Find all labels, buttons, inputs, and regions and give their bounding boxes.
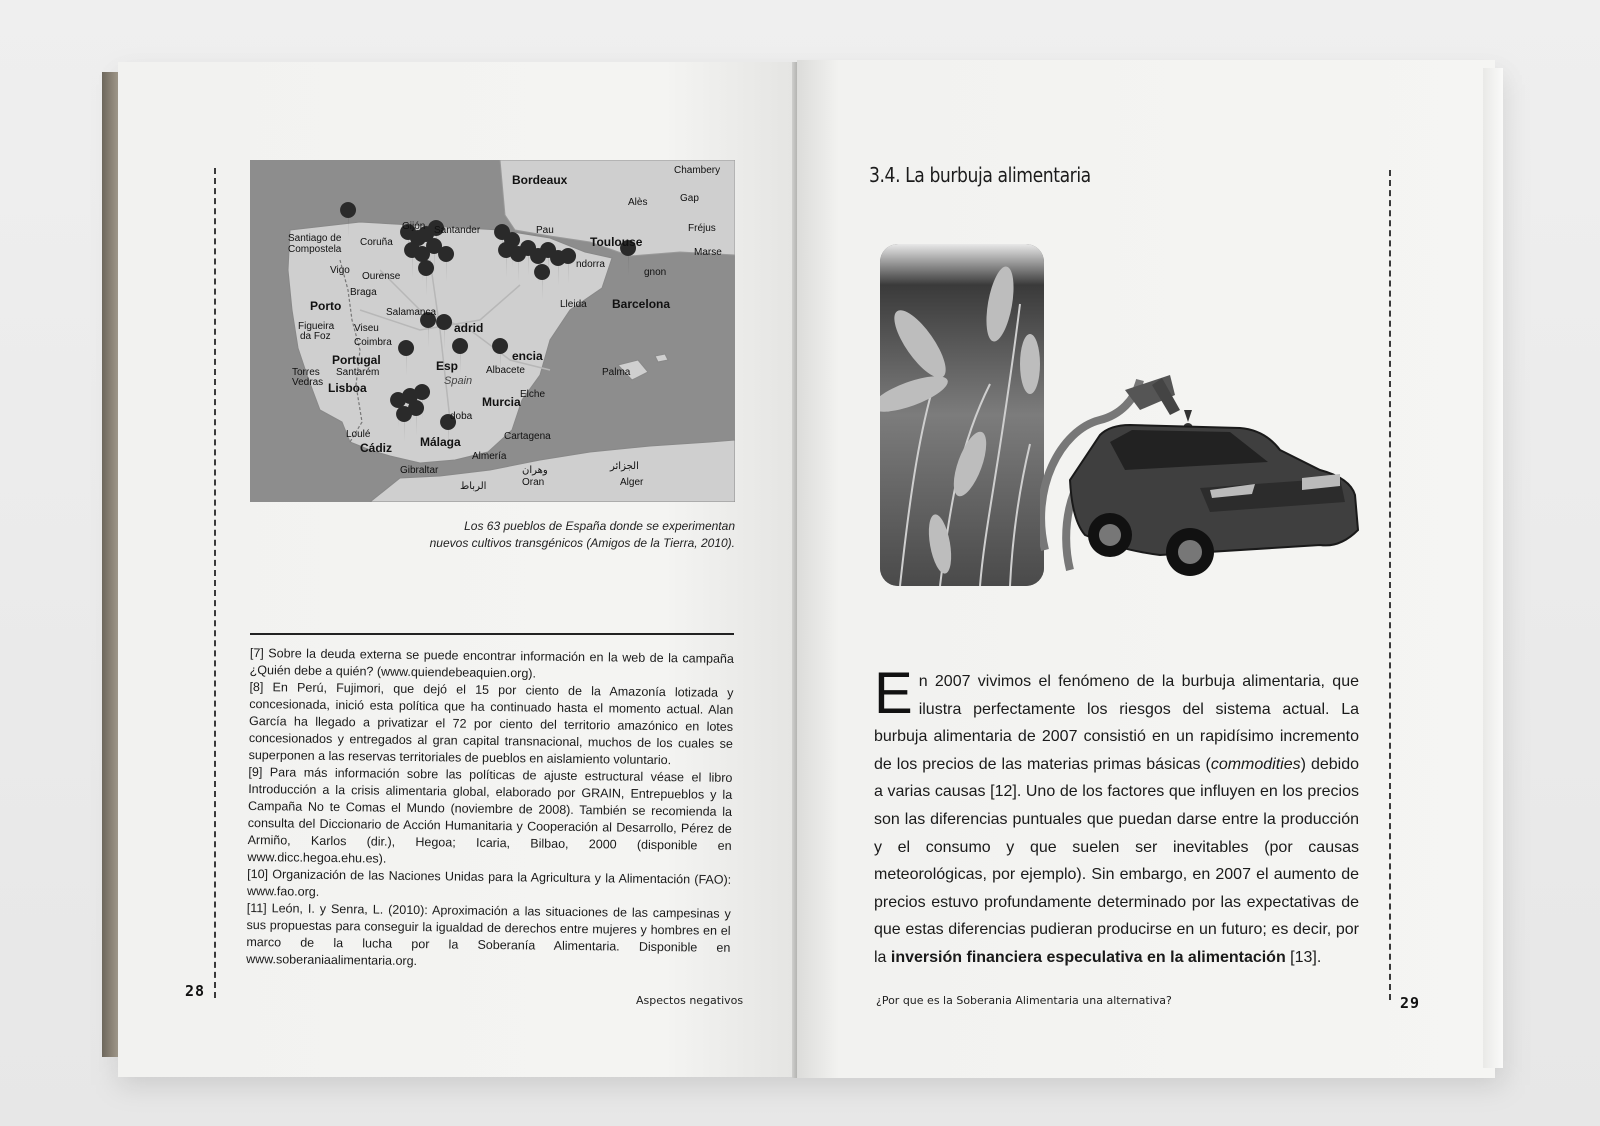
map-label-albacete: Albacete: [486, 365, 525, 376]
map-label-madrid: adrid: [454, 321, 484, 335]
map-label-viseu: Viseu: [354, 323, 379, 334]
map-label-compostela: Compostela: [288, 244, 342, 255]
map-label-palma: Palma: [602, 367, 631, 378]
map-label-elche: Elche: [520, 389, 546, 400]
footnote-7: [7] Sobre la deuda externa se puede encontrar información en la web de la campaña ¿Quién debe a quién? (www.quiendebeaquien.org).: [249, 645, 734, 681]
map-label-santiago: Santiago de: [288, 233, 342, 244]
map-label-lleida: Lleida: [560, 299, 587, 310]
body-italic-commodities: commodities: [1210, 755, 1301, 773]
map-label-ourense: Ourense: [362, 271, 401, 282]
footnote-11: [11] León, I. y Senra, L. (2010): Aproximación a las situaciones de las campesinas y sus propuestas para conseguir la igualdad de derechos entre mujeres y hombres en el marco de la lucha por la Soberanía Alimentaria. Disponible en www.soberaniaalimentaria.org.: [246, 900, 731, 969]
right-page-edge: [1483, 68, 1503, 1068]
body-bold-phrase: inversión financiera especulativa en la alimentación: [890, 948, 1286, 966]
map-label-bordeaux: Bordeaux: [512, 173, 568, 187]
page-number-left: 28: [185, 982, 206, 1000]
map-caption: [400, 518, 735, 552]
body-text: [874, 661, 1359, 972]
map-label-pau: Pau: [536, 225, 554, 236]
map-label-lisboa: Lisboa: [328, 381, 367, 395]
body-paragraph: [874, 661, 1359, 972]
map-label-braga: Braga: [350, 287, 377, 298]
right-dashed-margin-line: [1389, 170, 1391, 1000]
map-label-gijon: Gijón: [402, 221, 426, 232]
map-label-dafoz: da Foz: [300, 331, 331, 342]
map-label-santander: Santander: [434, 225, 481, 236]
map-label-ales: Alès: [628, 197, 648, 208]
spain-gmo-map: [250, 160, 735, 502]
left-dashed-margin-line: [214, 168, 216, 998]
footnotes: [246, 645, 734, 974]
map-label-arabic-alger: الجزائر: [610, 461, 639, 472]
map-label-cordoba: doba: [450, 411, 473, 422]
wheat-photo: [880, 244, 1044, 586]
map-label-murcia: Murcia: [482, 395, 521, 409]
map-label-toulouse: Toulouse: [590, 235, 643, 249]
map-label-espana: Esp: [436, 359, 459, 373]
car-icon: [1040, 370, 1370, 590]
footnote-9: [9] Para más información sobre las políticas de ajuste estructural véase el libro Introducción a la crisis alimentaria global, elaborado por GRAIN, Entrepueblos y la Campaña No te Comas el Mundo (noviembre de 2008). También se recomienda la consulta del Diccionario de Acción Humanitaria y Cooperación al Desarrollo, Pérez de Armiño, Karlos (dir.), Hegoa; Icaria, Bilbao, 2000 (disponible en www.dicc.hegoa.ehu.es).: [247, 764, 733, 866]
map-label-gibraltar: Gibraltar: [400, 465, 439, 476]
map-label-cadiz: Cádiz: [360, 441, 393, 455]
map-label-coimbra: Coimbra: [354, 337, 392, 348]
map-label-marse: Marse: [694, 247, 722, 258]
map-label-figueira: Figueira: [298, 321, 335, 332]
map-label-frejus: Fréjus: [688, 223, 716, 234]
map-label-coruna: Coruña: [360, 237, 393, 248]
map-label-barcelona: Barcelona: [612, 297, 671, 311]
map-caption-line2: nuevos cultivos transgénicos (Amigos de la Tierra, 2010).: [429, 536, 735, 550]
map-label-almeria: Almería: [472, 451, 507, 462]
map-label-porto: Porto: [310, 299, 342, 313]
map-label-malaga: Málaga: [420, 435, 461, 449]
map-label-vedras: Vedras: [292, 377, 324, 388]
map-label-torres: Torres: [292, 367, 320, 378]
body-end: [13].: [1285, 948, 1322, 966]
car-fuel-illustration: [1040, 370, 1370, 590]
map-label-arabic-oran: وهران: [522, 465, 548, 476]
body-part2: ) debido a varias causas [12]. Uno de los factores que influyen en los precios son las diferencias puntuales que puedan darse entre la producción y el consumo y que suelen ser inevitables (por causas meteorológicas, por ejemplo). Sin embargo, en 2007 el aumento de precios estuvo profundamente determinado por las expectativas de que estas diferencias pudieran producirse en un futuro; es decir, por la: [874, 755, 1359, 966]
map-label-gap: Gap: [680, 193, 699, 204]
map-label-oran: Oran: [522, 477, 545, 488]
page-number-right: 29: [1400, 994, 1421, 1012]
map-label-valencia: encia: [512, 349, 543, 363]
map-label-cartagena: Cartagena: [504, 431, 551, 442]
map-label-alger: Alger: [620, 477, 644, 488]
map-label-spain: Spain: [444, 375, 473, 387]
map-label-arabic-rabat: الرباط: [460, 481, 487, 492]
map-caption-line1: Los 63 pueblos de España donde se experimentan: [464, 519, 735, 533]
map-label-santarem: Santarém: [336, 367, 380, 378]
body-part1: n 2007 vivimos el fenómeno de la burbuja alimentaria, que ilustra perfectamente los riesgos del sistema actual. La burbuja alimentaria de 2007 consistió en un rapidísimo incremento de los precios de las materias primas básicas (: [874, 673, 1359, 773]
map-label-andorra: ndorra: [576, 259, 605, 270]
map-label-loule: Loulé: [346, 429, 371, 440]
map-label-salamanca: Salamanca: [386, 307, 437, 318]
wheat-image: [880, 244, 1044, 586]
map-label-avignon: gnon: [644, 267, 667, 278]
map-label-portugal: Portugal: [332, 353, 381, 367]
footnote-10: [10] Organización de las Naciones Unidas para la Agricultura y la Alimentación (FAO): www.fao.org.: [246, 866, 732, 899]
section-title: 3.4. La burbuja alimentaria: [869, 163, 1091, 187]
running-head-left: Aspectos negativos: [636, 994, 744, 1007]
map-label-vigo: Vigo: [330, 265, 350, 276]
map-label-chambery: Chambery: [674, 165, 721, 176]
dropcap: E: [874, 661, 913, 726]
running-head-right: ¿Por que es la Soberania Alimentaria una alternativa?: [876, 994, 1172, 1007]
footnote-rule: [250, 633, 734, 635]
footnote-8: [8] En Perú, Fujimori, que dejó el 15 por ciento de la Amazonía lotizada y concesionada, inició esta política que ha continuado hasta el momento actual. Alan García ha llegado a privatizar el 72 por ciento del territorio amazónico en lotes concesionados y entregados al gran capital transnacional, muchos de los cuales se superponen a las reservas territoriales de pueblos en aislamiento voluntario.: [248, 679, 734, 768]
